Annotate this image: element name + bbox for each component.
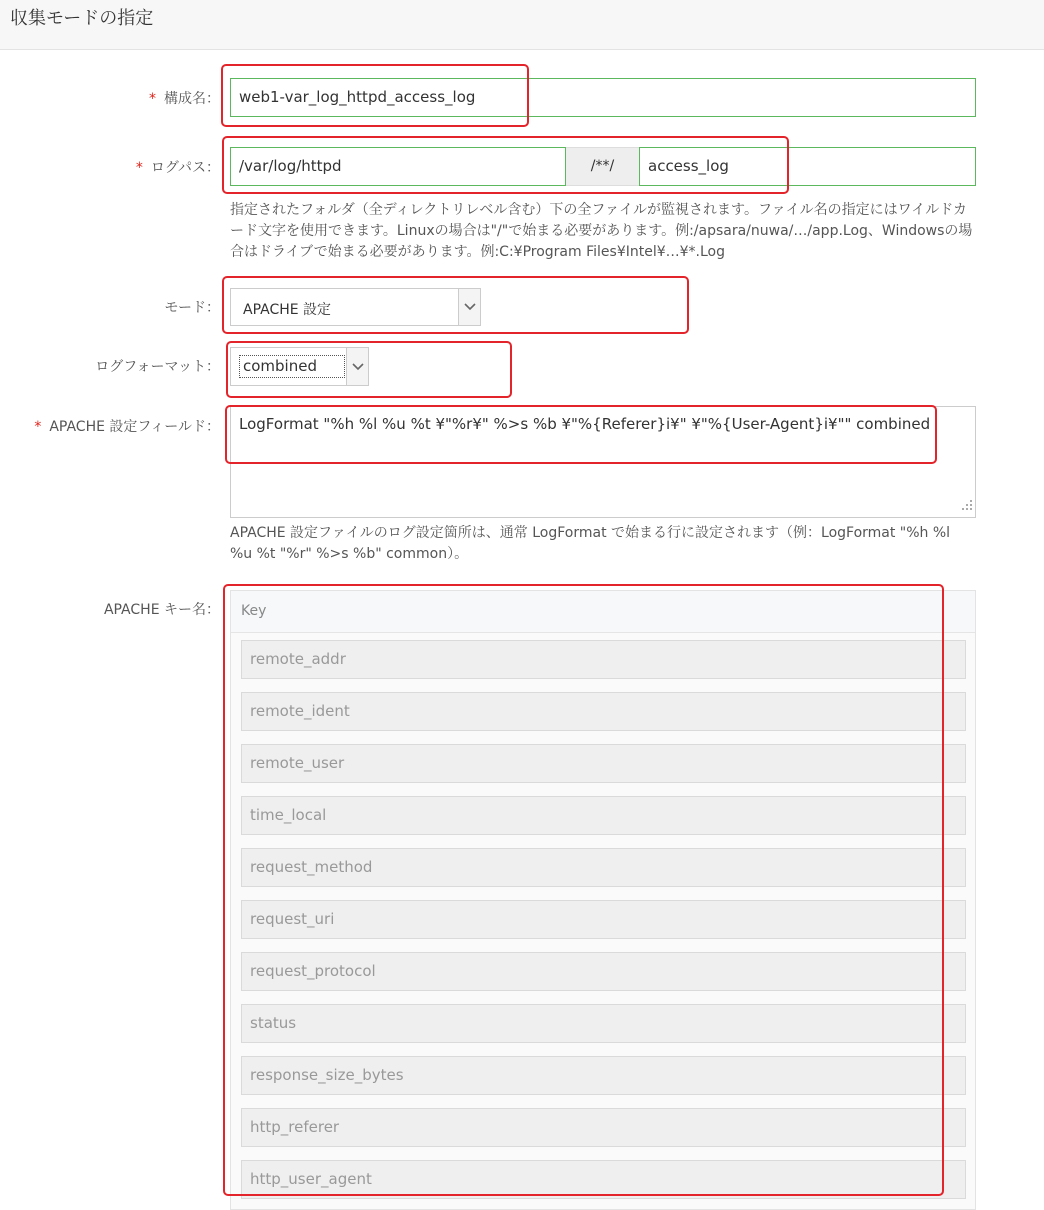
config-name-label: * 構成名： [149,91,220,107]
log-format-label: ログフォーマット： [95,359,220,375]
mode-select-value: APACHE 設定 [243,302,332,318]
apache-key-row[interactable]: request_protocol [241,952,966,991]
apache-keys-header: Key [231,591,975,633]
chevron-down-icon[interactable] [458,289,480,325]
required-mark: * [34,419,42,435]
apache-key-row[interactable]: http_referer [241,1108,966,1147]
apache-key-row[interactable]: remote_user [241,744,966,783]
log-path-folder-input[interactable]: /var/log/httpd [230,147,566,186]
config-name-input[interactable]: web1-var_log_httpd_access_log [230,78,976,117]
apache-key-row[interactable]: remote_ident [241,692,966,731]
mode-label: モード： [164,300,220,316]
apache-keys-panel [230,590,976,1210]
resize-handle-icon[interactable] [962,496,972,514]
apache-key-row[interactable]: time_local [241,796,966,835]
apache-field-help: APACHE 設定ファイルのログ設定箇所は、通常 LogFormat で始まる行に設定されます（例：LogFormat "%h %l %u %t "%r" %>s %b" common）。 [230,525,951,562]
page-title: 収集モードの指定 [10,8,154,29]
mode-select[interactable] [230,288,481,326]
apache-key-row[interactable]: request_uri [241,900,966,939]
required-mark: * [135,160,143,176]
apache-key-row[interactable]: response_size_bytes [241,1056,966,1095]
apache-field-label: * APACHE 設定フィールド： [34,419,220,435]
apache-keys-label: APACHE キー名： [103,602,220,618]
log-path-help: 指定されたフォルダ（全ディレクトリレベル含む）下の全ファイルが監視されます。ファイル名の指定にはワイルドカード文字を使用できます。Linuxの場合は"/"で始まる必要があります。例:/apsara/nuwa/…/app.Log、Windowsの場合はドライブで始まる必要があります。例:C:¥Program Files¥Intel¥…¥*.Log [230,202,973,260]
apache-key-row[interactable]: remote_addr [241,640,966,679]
log-path-separator: /**/ [566,147,639,186]
chevron-down-icon[interactable] [346,348,368,385]
apache-field-value: LogFormat "%h %l %u %t ¥"%r¥" %>s %b ¥"%{Referer}i¥" ¥"%{User-Agent}i¥"" combined [239,415,931,433]
page-header [0,0,1044,50]
required-mark: * [149,91,156,107]
apache-field-textarea[interactable] [230,406,976,518]
log-path-label: * ログパス： [135,160,220,176]
log-format-select[interactable] [230,347,369,386]
apache-key-row[interactable]: http_user_agent [241,1160,966,1199]
apache-key-row[interactable]: request_method [241,848,966,887]
log-format-select-value: combined [239,355,345,378]
apache-key-row[interactable]: status [241,1004,966,1043]
log-path-file-input[interactable]: access_log [639,147,976,186]
